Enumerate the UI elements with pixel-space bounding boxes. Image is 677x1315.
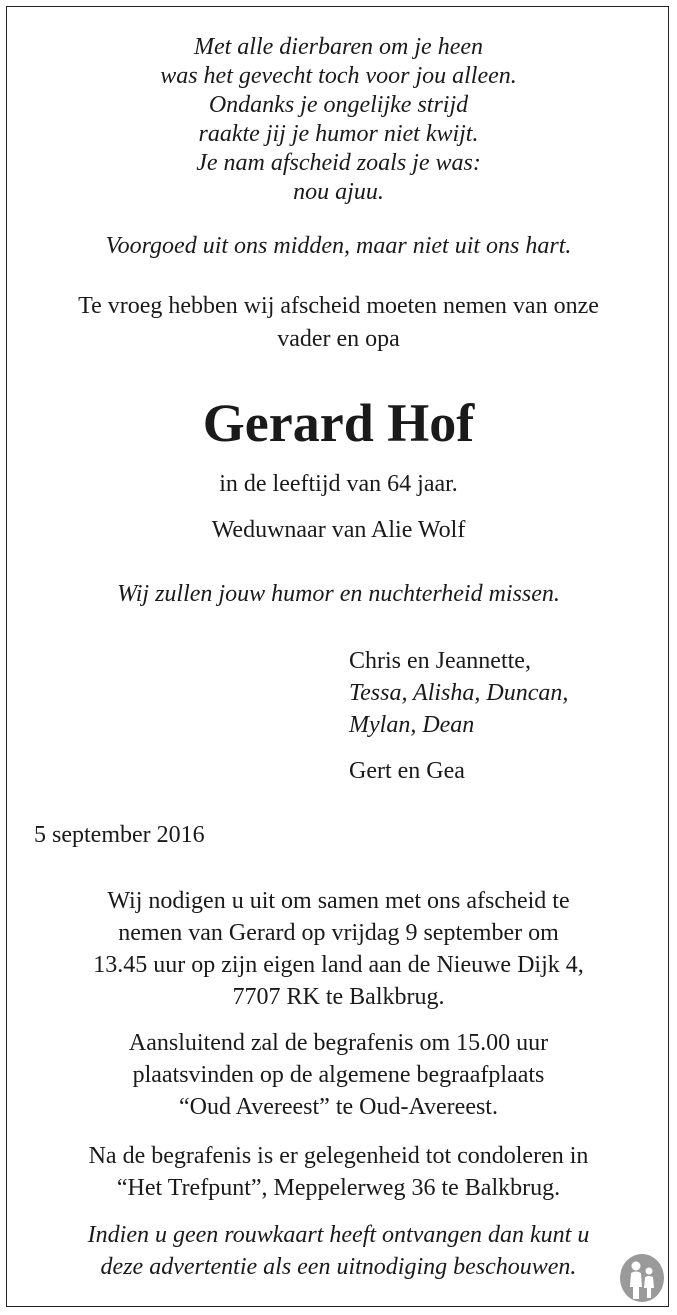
grandchildren-line: Mylan, Dean (349, 712, 475, 738)
poem-line: Je nam afscheid zoals je was: (196, 150, 481, 176)
poem-line: raakte jij je humor niet kwijt. (198, 121, 479, 147)
poem (0, 33, 677, 207)
age-line: in de leeftijd van 64 jaar. (219, 471, 458, 497)
burial-line: “Oud Avereest” te Oud-Avereest. (179, 1094, 498, 1120)
motto: Voorgoed uit ons midden, maar niet uit ons hart. (105, 233, 572, 259)
invitation-line: nemen van Gerard op vrijdag 9 september om (118, 920, 559, 946)
notice-date: 5 september 2016 (34, 822, 205, 848)
closing-line: deze advertentie als een uitnodiging beschouwen. (100, 1254, 577, 1280)
condolence-line: Na de begrafenis is er gelegenheid tot condoleren in (88, 1143, 589, 1169)
widower-line: Weduwnaar van Alie Wolf (211, 517, 466, 543)
poem-line: Met alle dierbaren om je heen (193, 34, 484, 60)
burial-line: Aansluitend zal de begrafenis om 15.00 uur (128, 1030, 549, 1056)
invitation-line: Wij nodigen u uit om samen met ons afscheid te (107, 888, 570, 914)
condolence-paragraph (0, 1140, 677, 1204)
invitation-line: 7707 RK te Balkbrug. (232, 984, 445, 1010)
remembrance-line: Wij zullen jouw humor en nuchterheid missen. (117, 581, 560, 607)
poem-line: was het gevecht toch voor jou alleen. (160, 63, 517, 89)
deceased-name: Gerard Hof (202, 393, 475, 453)
intro-text (0, 290, 677, 356)
grandchildren-line: Tessa, Alisha, Duncan, (349, 680, 569, 706)
family-first: Chris en Jeannette, (349, 648, 531, 674)
condolence-line: “Het Trefpunt”, Meppelerweg 36 te Balkbrug. (116, 1175, 561, 1201)
closing-note (0, 1219, 677, 1283)
memorial-figures-icon (619, 1253, 665, 1303)
intro-line: vader en opa (277, 326, 400, 352)
closing-line: Indien u geen rouwkaart heeft ontvangen dan kunt u (87, 1222, 590, 1248)
poem-line: nou ajuu. (293, 179, 384, 205)
intro-line: Te vroeg hebben wij afscheid moeten nemen van onze (78, 293, 599, 319)
poem-line: Ondanks je ongelijke strijd (208, 92, 469, 118)
family-second: Gert en Gea (349, 758, 465, 784)
burial-line: plaatsvinden op de algemene begraafplaats (132, 1062, 545, 1088)
family-signatures (349, 645, 568, 787)
invitation-paragraph (0, 885, 677, 1013)
burial-paragraph (0, 1027, 677, 1123)
invitation-line: 13.45 uur op zijn eigen land aan de Nieuwe Dijk 4, (93, 952, 584, 978)
